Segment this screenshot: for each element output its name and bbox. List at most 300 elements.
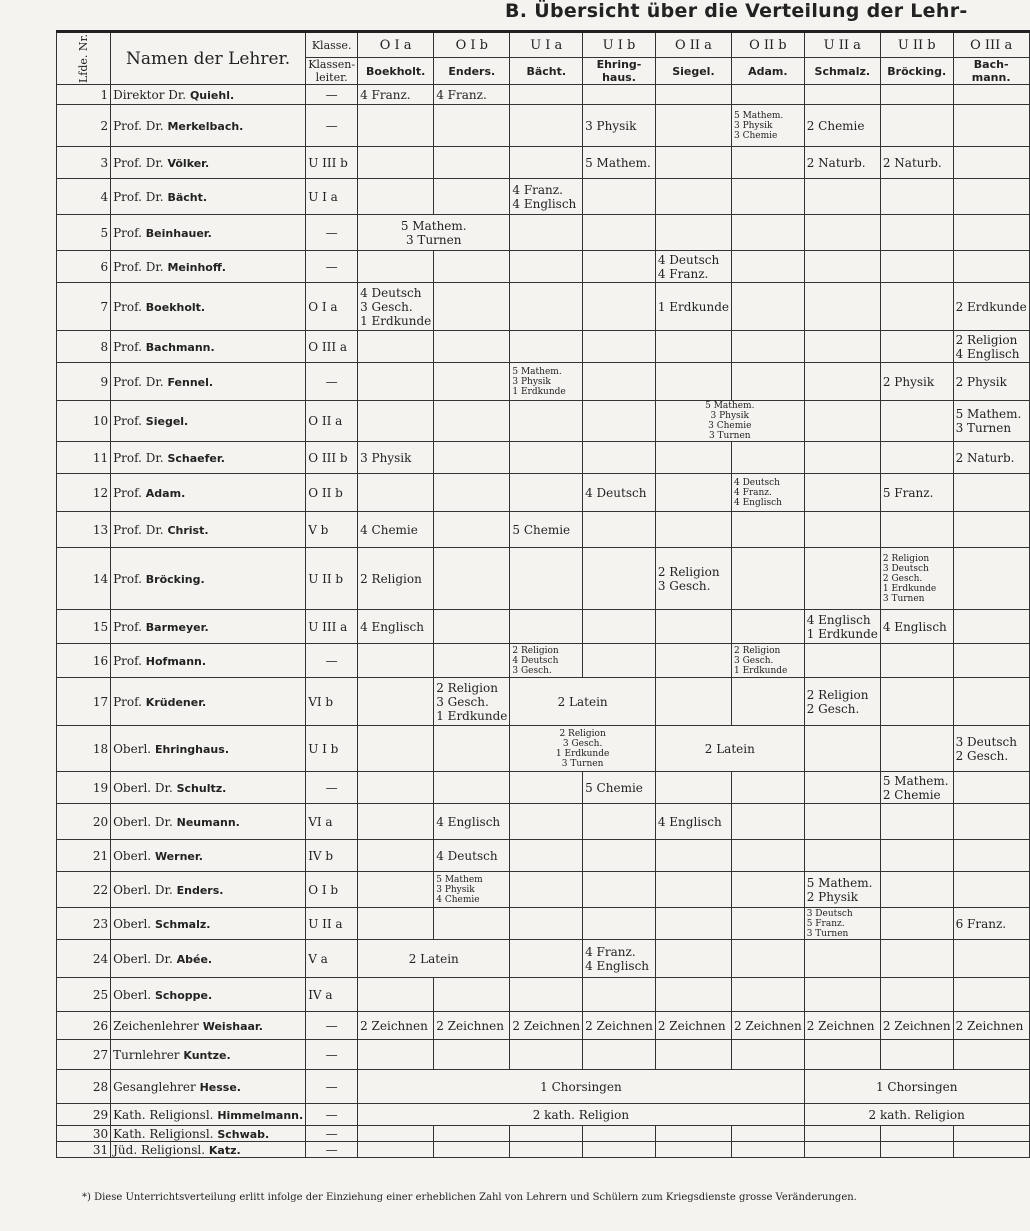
empty-cell [804,401,880,442]
empty-cell [655,872,731,908]
class-leader-cell: U I b [306,726,358,772]
teacher-surname: Weishaar. [202,1019,263,1033]
table-row [57,548,1030,610]
class-leader-cell: — [306,1012,358,1040]
teacher-title: Oberl. Dr. [113,814,173,829]
lesson-line: 3 Gesch. [512,665,552,676]
header-class-teacher-7: Bröcking. [880,58,953,85]
class-leader-cell: — [306,215,358,251]
lesson-cell [880,363,953,401]
empty-cell [804,85,880,105]
empty-cell [880,179,953,215]
teacher-rows [57,85,1030,1158]
empty-cell [434,105,510,147]
lesson-line: 5 Mathem. [955,407,1022,421]
lesson-cell [804,872,880,908]
empty-cell [804,283,880,331]
teacher-name-cell [111,1142,306,1158]
empty-cell [804,215,880,251]
empty-cell [583,1126,656,1142]
empty-cell [953,1126,1029,1142]
empty-cell [655,105,731,147]
lesson-cell [804,1104,1029,1126]
lesson-line: 1 Erdkunde [436,708,508,723]
row-number: 23 [57,908,111,940]
teacher-name-cell [111,726,306,772]
teacher-title: Prof. [113,694,142,709]
class-leader-cell: — [306,644,358,678]
empty-cell [731,442,804,474]
teacher-title: Oberl. [113,987,152,1002]
class-leader-cell: O I a [306,283,358,331]
lesson-cell [655,251,731,283]
lesson-line: 2 Zeichnen [436,1018,504,1033]
lesson-line: 4 Franz. [512,182,563,197]
teacher-title: Prof. [113,571,142,586]
lesson-line: 5 Mathem. [585,155,651,170]
empty-cell [358,804,434,840]
empty-cell [510,1126,583,1142]
empty-cell [434,363,510,401]
empty-cell [804,331,880,363]
lesson-line: 3 Deutsch [882,563,929,574]
lesson-cell [583,105,656,147]
teacher-title: Prof. Dr. [113,189,164,204]
lesson-line: 3 Chemie [708,421,752,431]
empty-cell [434,610,510,644]
row-number: 2 [57,105,111,147]
header-class-teacher-5: Adam. [731,58,804,85]
table-row [57,840,1030,872]
empty-cell [880,678,953,726]
class-leader-cell: — [306,251,358,283]
empty-cell [434,978,510,1012]
empty-cell [731,940,804,978]
class-leader-cell: VI b [306,678,358,726]
teacher-title: Prof. [113,653,142,668]
lesson-line: 2 Zeichnen [360,1018,428,1033]
empty-cell [880,331,953,363]
class-leader-cell: U I a [306,179,358,215]
teacher-surname: Schwab. [217,1127,270,1141]
lesson-line: 1 Chorsingen [540,1079,622,1094]
lesson-cell [655,548,731,610]
lesson-line: 2 Religion [733,645,781,656]
empty-cell [731,251,804,283]
empty-cell [583,1040,656,1070]
lesson-cell [953,363,1029,401]
lesson-line: 3 Gesch. [733,655,774,666]
table-row [57,1070,1030,1104]
teacher-surname: Merkelbach. [167,119,244,133]
header-class-6: U II a [804,32,880,58]
lesson-line: 5 Mathem. [733,110,784,121]
table-row [57,105,1030,147]
empty-cell [804,512,880,548]
lesson-cell [655,401,804,442]
empty-cell [655,215,731,251]
empty-cell [583,215,656,251]
lesson-cell [510,179,583,215]
header-class-teacher-0: Boekholt. [358,58,434,85]
table-row [57,283,1030,331]
empty-cell [358,179,434,215]
empty-cell [953,474,1029,512]
empty-cell [655,644,731,678]
lesson-line: 5 Mathem. [882,773,949,788]
empty-cell [880,978,953,1012]
empty-cell [358,678,434,726]
empty-cell [434,474,510,512]
empty-cell [731,804,804,840]
header-lfd-nr [57,32,111,85]
class-leader-cell: U II b [306,548,358,610]
lesson-cell [358,85,434,105]
lesson-line: 5 Mathem. [705,401,755,411]
empty-cell [804,726,880,772]
empty-cell [731,678,804,726]
teacher-name-cell [111,804,306,840]
class-leader-cell: U III a [306,610,358,644]
lesson-line: 3 Deutsch [806,908,853,919]
row-number: 31 [57,1142,111,1158]
empty-cell [510,872,583,908]
class-leader-cell: O II b [306,474,358,512]
header-teacher-names: Namen der Lehrer. [111,32,306,85]
footnote: *) Diese Unterrichtsverteilung erlitt infolge der Einziehung einer erheblichen Zahl von Lehrern und Schülern zum Kriegsdienste grosse Veränderungen. [82,1192,857,1203]
teacher-surname: Schmalz. [154,917,211,931]
lesson-line: 3 Chemie [733,130,778,141]
row-number: 22 [57,872,111,908]
teacher-surname: Christ. [167,523,209,537]
table-row [57,872,1030,908]
teacher-title: Prof. Dr. [113,118,164,133]
empty-cell [731,872,804,908]
teacher-name-cell [111,105,306,147]
table-row [57,474,1030,512]
row-number: 30 [57,1126,111,1142]
empty-cell [655,85,731,105]
lesson-line: 1 Erdkunde [360,313,432,328]
class-leader-cell: — [306,1070,358,1104]
lesson-cell [510,512,583,548]
class-leader-cell: — [306,1104,358,1126]
empty-cell [953,1142,1029,1158]
row-number: 26 [57,1012,111,1040]
teacher-name-cell [111,908,306,940]
empty-cell [953,940,1029,978]
empty-cell [434,1142,510,1158]
lesson-line: 4 Deutsch [657,252,720,267]
empty-cell [358,840,434,872]
empty-cell [880,872,953,908]
empty-cell [655,940,731,978]
lesson-cell [804,1070,1029,1104]
teacher-title: Prof. Dr. [113,450,164,465]
lesson-line: 2 Religion [512,645,559,656]
lesson-line: 1 Erdkunde [657,299,729,314]
teacher-title: Direktor Dr. [113,87,187,102]
empty-cell [880,804,953,840]
header-class-4: O II a [655,32,731,58]
empty-cell [434,1040,510,1070]
empty-cell [804,644,880,678]
header-class-teacher-3: Ehring-haus. [583,58,656,85]
lesson-line: 4 Deutsch [436,848,498,863]
class-leader-cell: — [306,1040,358,1070]
class-leader-cell: — [306,1126,358,1142]
teacher-surname: Bachmann. [145,340,215,354]
distribution-table [56,30,1030,1158]
empty-cell [434,726,510,772]
teacher-surname: Siegel. [145,415,189,428]
teacher-title: Kath. Religionsl. [113,1107,214,1122]
lesson-cell [731,1012,804,1040]
teacher-surname: Bröcking. [145,572,205,586]
empty-cell [358,1040,434,1070]
empty-cell [953,610,1029,644]
empty-cell [731,85,804,105]
empty-cell [434,512,510,548]
empty-cell [583,401,656,442]
row-number: 10 [57,401,111,442]
lesson-line: 5 Mathem. [400,218,467,233]
empty-cell [953,179,1029,215]
row-number: 9 [57,363,111,401]
empty-cell [804,548,880,610]
empty-cell [358,363,434,401]
lesson-line: 1 Chorsingen [875,1079,958,1094]
lesson-line: 2 Naturb. [882,155,942,170]
lesson-line: 1 Erdkunde [512,386,566,397]
empty-cell [655,512,731,548]
empty-cell [655,442,731,474]
teacher-surname: Kuntze. [183,1048,231,1062]
teacher-title: Turnlehrer [113,1047,180,1062]
teacher-surname: Ehringhaus. [154,742,229,756]
lesson-line: 4 Franz. [657,266,709,281]
empty-cell [804,772,880,804]
empty-cell [880,940,953,978]
empty-cell [880,105,953,147]
row-number: 13 [57,512,111,548]
lesson-line: 2 Zeichnen [585,1018,653,1033]
teacher-title: Oberl. Dr. [113,951,173,966]
empty-cell [655,978,731,1012]
lesson-line: 5 Chemie [585,780,643,795]
teacher-title: Oberl. Dr. [113,780,173,795]
lesson-line: 2 Naturb. [955,450,1015,465]
lesson-line: 3 Deutsch [955,734,1017,749]
lesson-line: 4 Englisch [436,814,501,829]
teacher-name-cell [111,251,306,283]
teacher-name-cell [111,1040,306,1070]
lesson-line: 2 Latein [557,694,608,709]
class-leader-cell: O I b [306,872,358,908]
row-number: 18 [57,726,111,772]
lesson-cell [434,872,510,908]
lesson-cell [358,1104,805,1126]
empty-cell [358,474,434,512]
table-row [57,147,1030,179]
lesson-line: 3 Turnen [561,758,604,769]
table-row [57,1012,1030,1040]
empty-cell [953,1040,1029,1070]
lesson-cell [358,442,434,474]
lesson-line: 3 Gesch. [657,578,711,593]
empty-cell [655,147,731,179]
header-lfd-label: Lfde. Nr. [77,33,91,84]
lesson-line: 2 Religion [360,571,422,586]
lesson-line: 5 Mathem [436,874,483,885]
class-leader-cell: U II a [306,908,358,940]
lesson-line: 4 Deutsch [585,485,647,500]
empty-cell [434,331,510,363]
teacher-title: Prof. Dr. [113,155,164,170]
lesson-line: 2 Zeichnen [806,1018,875,1033]
empty-cell [953,678,1029,726]
class-leader-cell: O II a [306,401,358,442]
lesson-cell [953,283,1029,331]
empty-cell [655,1142,731,1158]
empty-cell [583,1142,656,1158]
class-leader-cell: O III a [306,331,358,363]
teacher-surname: Hesse. [199,1080,241,1094]
lesson-line: 4 Englisch [585,958,650,973]
row-number: 7 [57,283,111,331]
lesson-cell [434,804,510,840]
lesson-line: 2 Chemie [806,118,865,133]
empty-cell [804,179,880,215]
lesson-cell [583,940,656,978]
empty-cell [434,772,510,804]
teacher-name-cell [111,401,306,442]
empty-cell [358,908,434,940]
empty-cell [804,1126,880,1142]
lesson-line: 2 Zeichnen [955,1018,1024,1033]
empty-cell [583,331,656,363]
empty-cell [880,1126,953,1142]
empty-cell [880,251,953,283]
teacher-surname: Abée. [176,952,213,966]
empty-cell [434,908,510,940]
table-row [57,512,1030,548]
table-row [57,179,1030,215]
empty-cell [731,179,804,215]
lesson-cell [655,726,804,772]
lesson-line: 4 Deutsch [512,655,559,666]
lesson-cell [510,1012,583,1040]
lesson-line: 2 Religion [559,728,606,739]
lesson-line: 1 Erdkunde [882,583,937,594]
lesson-cell [655,1012,731,1040]
lesson-cell [434,678,510,726]
empty-cell [434,283,510,331]
row-number: 11 [57,442,111,474]
lesson-line: 3 Turnen [708,431,751,441]
empty-cell [953,644,1029,678]
teacher-name-cell [111,772,306,804]
empty-cell [583,908,656,940]
lesson-line: 3 Turnen [806,928,849,939]
row-number: 15 [57,610,111,644]
teacher-surname: Beinhauer. [145,226,212,240]
lesson-cell [510,726,655,772]
empty-cell [583,978,656,1012]
empty-cell [655,363,731,401]
table-row [57,610,1030,644]
lesson-line: 2 Religion [882,553,930,564]
lesson-cell [583,147,656,179]
header-class-7: U II b [880,32,953,58]
lesson-line: 5 Mathem. [512,366,562,377]
lesson-line: 2 Chemie [882,787,941,802]
table-row [57,442,1030,474]
class-leader-cell: — [306,85,358,105]
empty-cell [510,772,583,804]
empty-cell [358,978,434,1012]
teacher-name-cell [111,179,306,215]
lesson-cell [358,548,434,610]
lesson-line: 2 kath. Religion [532,1107,630,1122]
empty-cell [583,363,656,401]
lesson-line: 2 Physik [806,889,859,904]
teacher-title: Prof. Dr. [113,259,164,274]
empty-cell [434,147,510,179]
teacher-surname: Enders. [176,883,224,897]
empty-cell [953,872,1029,908]
empty-cell [510,401,583,442]
lesson-cell [880,1012,953,1040]
lesson-line: 3 Turnen [405,232,462,247]
teacher-name-cell [111,644,306,678]
lesson-line: 1 Erdkunde [555,748,610,759]
lesson-cell [804,678,880,726]
lesson-cell [358,215,510,251]
class-leader-cell: V a [306,940,358,978]
lesson-line: 2 Naturb. [806,155,866,170]
empty-cell [510,548,583,610]
header-class-teacher-6: Schmalz. [804,58,880,85]
empty-cell [731,1126,804,1142]
empty-cell [655,1126,731,1142]
empty-cell [880,1142,953,1158]
lesson-line: 2 Zeichnen [882,1018,951,1033]
empty-cell [510,1040,583,1070]
empty-cell [510,940,583,978]
empty-cell [434,644,510,678]
row-number: 12 [57,474,111,512]
empty-cell [655,474,731,512]
empty-cell [434,179,510,215]
lesson-cell [880,474,953,512]
empty-cell [434,401,510,442]
teacher-title: Prof. [113,414,142,428]
empty-cell [731,363,804,401]
class-leader-cell: — [306,105,358,147]
lesson-line: 4 Franz. [360,87,411,102]
teacher-title: Zeichenlehrer [113,1018,199,1033]
header-class-3: U I b [583,32,656,58]
teacher-surname: Schaefer. [167,451,225,465]
lesson-line: 4 Chemie [436,894,480,905]
teacher-surname: Himmelmann. [217,1108,304,1122]
teacher-title: Prof. Dr. [113,522,164,537]
empty-cell [655,1040,731,1070]
header-class-2: U I a [510,32,583,58]
empty-cell [804,840,880,872]
empty-cell [804,251,880,283]
